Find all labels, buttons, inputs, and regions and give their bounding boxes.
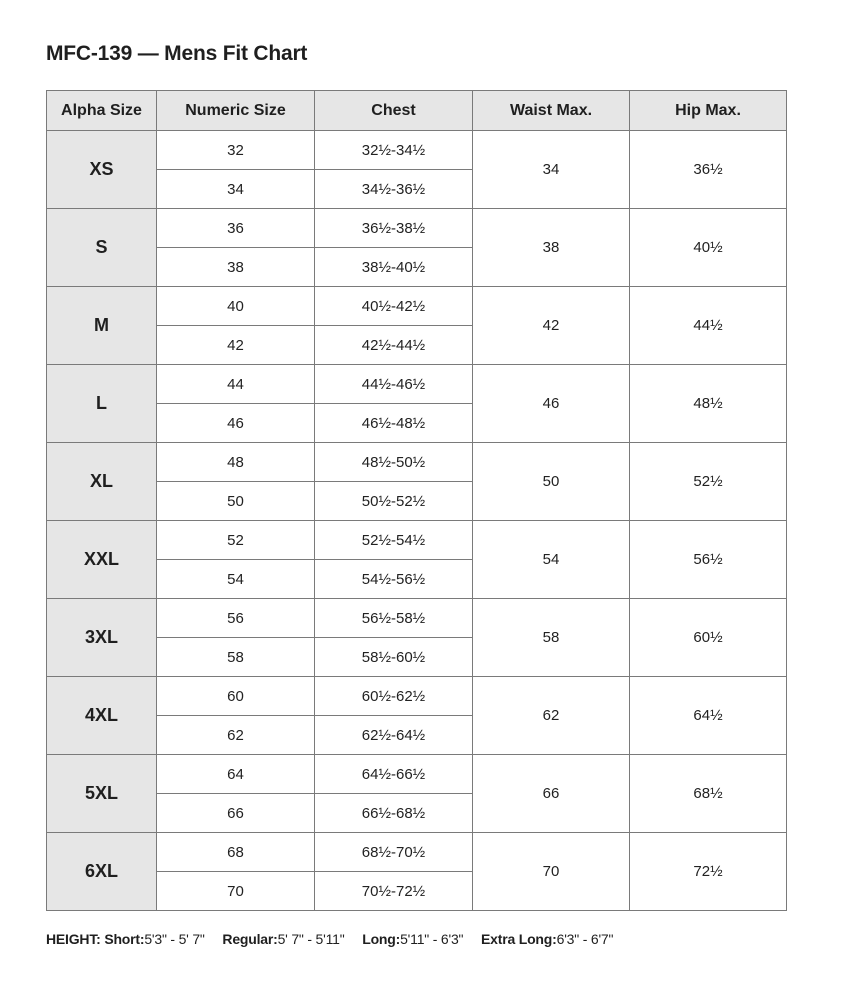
waist-max-cell: 66 (473, 755, 630, 833)
height-footer (46, 931, 613, 947)
table-row (47, 521, 787, 560)
height-regular-label: Regular: (222, 931, 278, 947)
waist-max-cell: 34 (473, 131, 630, 209)
hip-max-cell: 68½ (630, 755, 787, 833)
hip-max-cell: 72½ (630, 833, 787, 911)
header-hip-max: Hip Max. (630, 91, 787, 131)
numeric-size-cell: 32 (157, 131, 315, 170)
table-row (47, 365, 787, 404)
chest-cell: 38½-40½ (315, 248, 473, 287)
chest-cell: 66½-68½ (315, 794, 473, 833)
numeric-size-cell: 34 (157, 170, 315, 209)
waist-max-cell: 70 (473, 833, 630, 911)
chest-cell: 62½-64½ (315, 716, 473, 755)
table-body (47, 131, 787, 911)
header-alpha-size: Alpha Size (47, 91, 157, 131)
height-extra-long-label: Extra Long: (481, 931, 557, 947)
hip-max-cell: 44½ (630, 287, 787, 365)
height-label: HEIGHT: (46, 931, 101, 947)
height-short-label: Short: (104, 931, 145, 947)
hip-max-cell: 36½ (630, 131, 787, 209)
chest-cell: 42½-44½ (315, 326, 473, 365)
numeric-size-cell: 66 (157, 794, 315, 833)
chest-cell: 32½-34½ (315, 131, 473, 170)
waist-max-cell: 42 (473, 287, 630, 365)
numeric-size-cell: 50 (157, 482, 315, 521)
numeric-size-cell: 48 (157, 443, 315, 482)
chest-cell: 52½-54½ (315, 521, 473, 560)
numeric-size-cell: 42 (157, 326, 315, 365)
numeric-size-cell: 52 (157, 521, 315, 560)
height-short-value: 5'3" - 5' 7" (144, 931, 205, 947)
numeric-size-cell: 58 (157, 638, 315, 677)
waist-max-cell: 50 (473, 443, 630, 521)
table-row (47, 287, 787, 326)
header-waist-max: Waist Max. (473, 91, 630, 131)
numeric-size-cell: 56 (157, 599, 315, 638)
hip-max-cell: 48½ (630, 365, 787, 443)
table-row (47, 131, 787, 170)
chest-cell: 34½-36½ (315, 170, 473, 209)
height-long-value: 5'11" - 6'3" (400, 931, 464, 947)
numeric-size-cell: 46 (157, 404, 315, 443)
numeric-size-cell: 64 (157, 755, 315, 794)
alpha-size-cell: S (47, 209, 157, 287)
page-title: MFC-139 — Mens Fit Chart (46, 42, 308, 65)
height-regular-value: 5' 7" - 5'11" (277, 931, 345, 947)
chest-cell: 58½-60½ (315, 638, 473, 677)
numeric-size-cell: 60 (157, 677, 315, 716)
header-chest: Chest (315, 91, 473, 131)
numeric-size-cell: 54 (157, 560, 315, 599)
header-numeric-size: Numeric Size (157, 91, 315, 131)
chest-cell: 68½-70½ (315, 833, 473, 872)
numeric-size-cell: 38 (157, 248, 315, 287)
hip-max-cell: 60½ (630, 599, 787, 677)
chest-cell: 36½-38½ (315, 209, 473, 248)
alpha-size-cell: 5XL (47, 755, 157, 833)
table-row (47, 755, 787, 794)
chest-cell: 60½-62½ (315, 677, 473, 716)
waist-max-cell: 46 (473, 365, 630, 443)
hip-max-cell: 52½ (630, 443, 787, 521)
waist-max-cell: 58 (473, 599, 630, 677)
numeric-size-cell: 44 (157, 365, 315, 404)
alpha-size-cell: 3XL (47, 599, 157, 677)
chest-cell: 54½-56½ (315, 560, 473, 599)
hip-max-cell: 40½ (630, 209, 787, 287)
table-row (47, 209, 787, 248)
hip-max-cell: 56½ (630, 521, 787, 599)
alpha-size-cell: L (47, 365, 157, 443)
alpha-size-cell: 6XL (47, 833, 157, 911)
chest-cell: 46½-48½ (315, 404, 473, 443)
chest-cell: 40½-42½ (315, 287, 473, 326)
alpha-size-cell: 4XL (47, 677, 157, 755)
numeric-size-cell: 40 (157, 287, 315, 326)
chest-cell: 64½-66½ (315, 755, 473, 794)
alpha-size-cell: XS (47, 131, 157, 209)
table-row (47, 677, 787, 716)
alpha-size-cell: M (47, 287, 157, 365)
chest-cell: 44½-46½ (315, 365, 473, 404)
height-long-label: Long: (362, 931, 401, 947)
table-header-row (47, 91, 787, 131)
chest-cell: 50½-52½ (315, 482, 473, 521)
numeric-size-cell: 68 (157, 833, 315, 872)
numeric-size-cell: 62 (157, 716, 315, 755)
waist-max-cell: 62 (473, 677, 630, 755)
alpha-size-cell: XL (47, 443, 157, 521)
alpha-size-cell: XXL (47, 521, 157, 599)
numeric-size-cell: 36 (157, 209, 315, 248)
waist-max-cell: 54 (473, 521, 630, 599)
table-row (47, 833, 787, 872)
chest-cell: 56½-58½ (315, 599, 473, 638)
height-extra-long-value: 6'3" - 6'7" (556, 931, 614, 947)
table-row (47, 443, 787, 482)
hip-max-cell: 64½ (630, 677, 787, 755)
chest-cell: 48½-50½ (315, 443, 473, 482)
chest-cell: 70½-72½ (315, 872, 473, 911)
numeric-size-cell: 70 (157, 872, 315, 911)
waist-max-cell: 38 (473, 209, 630, 287)
table-row (47, 599, 787, 638)
fit-chart-table (46, 90, 787, 911)
